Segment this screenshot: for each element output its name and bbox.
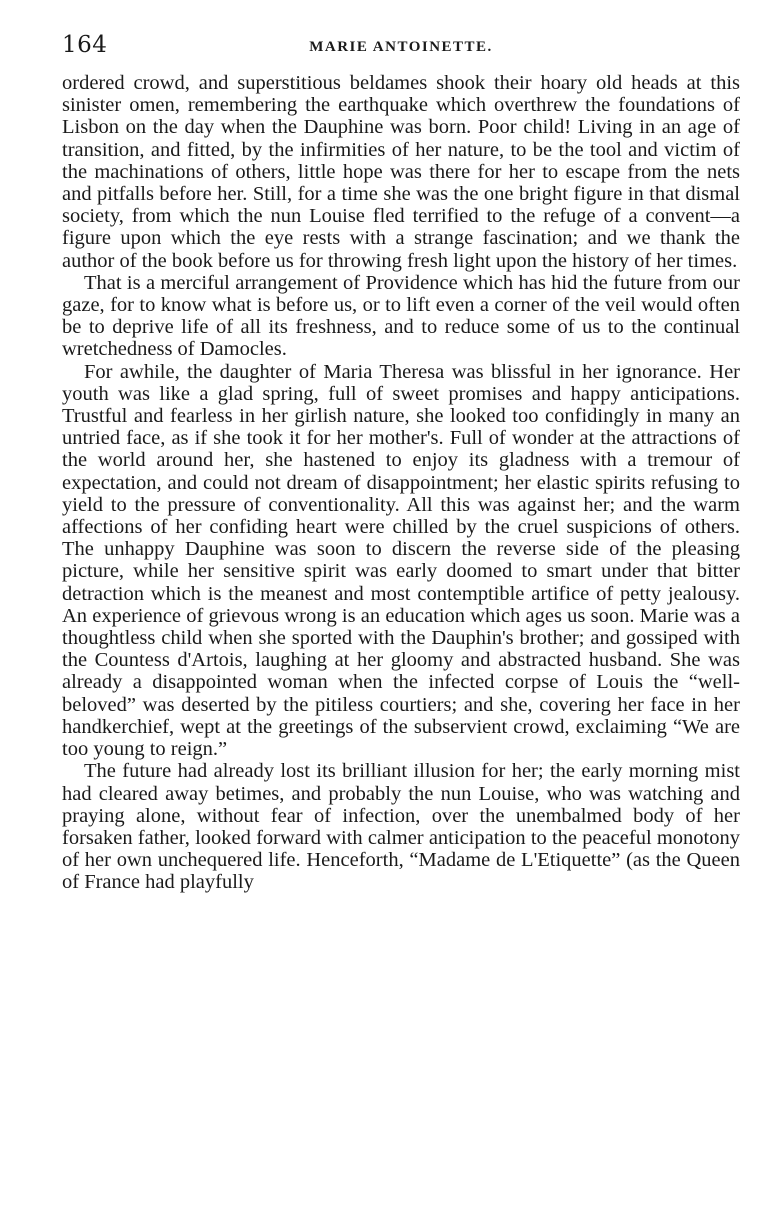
paragraph-daughter: For awhile, the daughter of Maria Theresa was blissful in her ignorance. Her youth was like a glad spring, full of sweet promises and happy anticipations. Trustful and fearless in her girlish nature, she looked too confidingly in many an untried face, as if she took it for her mother's. Full of wonder at the attractions of the world around her, she hastened to enjoy its gladness with a tremour of expectation, and could not dream of disappointment; her elastic spirits refusing to yield to the pressure of conventionality. All this was against her; and the warm affections of her confiding heart were chilled by the cruel suspicions of others. The unhappy Dauphine was soon to discern the reverse side of the pleasing picture, while her sensitive spirit was early doomed to smart under that bitter detraction which is the meanest and most contemptible artifice of petty jealousy. An experience of grievous wrong is an education which ages us soon. Marie was a thoughtless child when she sported with the Dauphin's brother; and gossiped with the Countess d'Artois, laughing at her gloomy and abstracted husband. She was already a disappointed woman when the infected corpse of Louis the “well-beloved” was deserted by the pitiless courtiers; and she, covering her face in her handkerchief, wept at the greetings of the subservient crowd, exclaiming “We are too young to reign.” [62,360,740,761]
body-text [62,72,740,894]
paragraph-future: The future had already lost its brilliant illusion for her; the early morning mist had cleared away betimes, and probably the nun Louise, who was watching and praying alone, without fear of infection, over the unembalmed body of her forsaken father, looked forward with calmer anticipation to the peaceful monotony of her own unchequered life. Henceforth, “Madame de L'Etiquette” (as the Queen of France had playfully [62,760,740,894]
book-page [62,30,740,894]
paragraph-providence: That is a merciful arrangement of Providence which has hid the future from our gaze, for to know what is before us, or to lift even a corner of the veil would often be to deprive life of all its freshness, and to reduce some of us to the continual wretchedness of Damocles. [62,271,740,361]
running-title: MARIE ANTOINETTE. [309,39,493,55]
running-head [62,30,740,66]
paragraph-continued: ordered crowd, and superstitious beldames shook their hoary old heads at this sinister omen, remembering the earthquake which overthrew the foundations of Lisbon on the day when the Dauphine was born. Poor child! Living in an age of transition, and fitted, by the infirmities of her nature, to be the tool and victim of the machinations of others, little hope was there for her to escape from the nets and pitfalls before her. Still, for a time she was the one bright figure in that dismal society, from which the nun Louise fled terrified to the refuge of a convent—a figure upon which the eye rests with a strange fascination; and we thank the author of the book before us for throwing fresh light upon the history of her times. [62,72,740,272]
page-number: 164 [62,32,108,58]
